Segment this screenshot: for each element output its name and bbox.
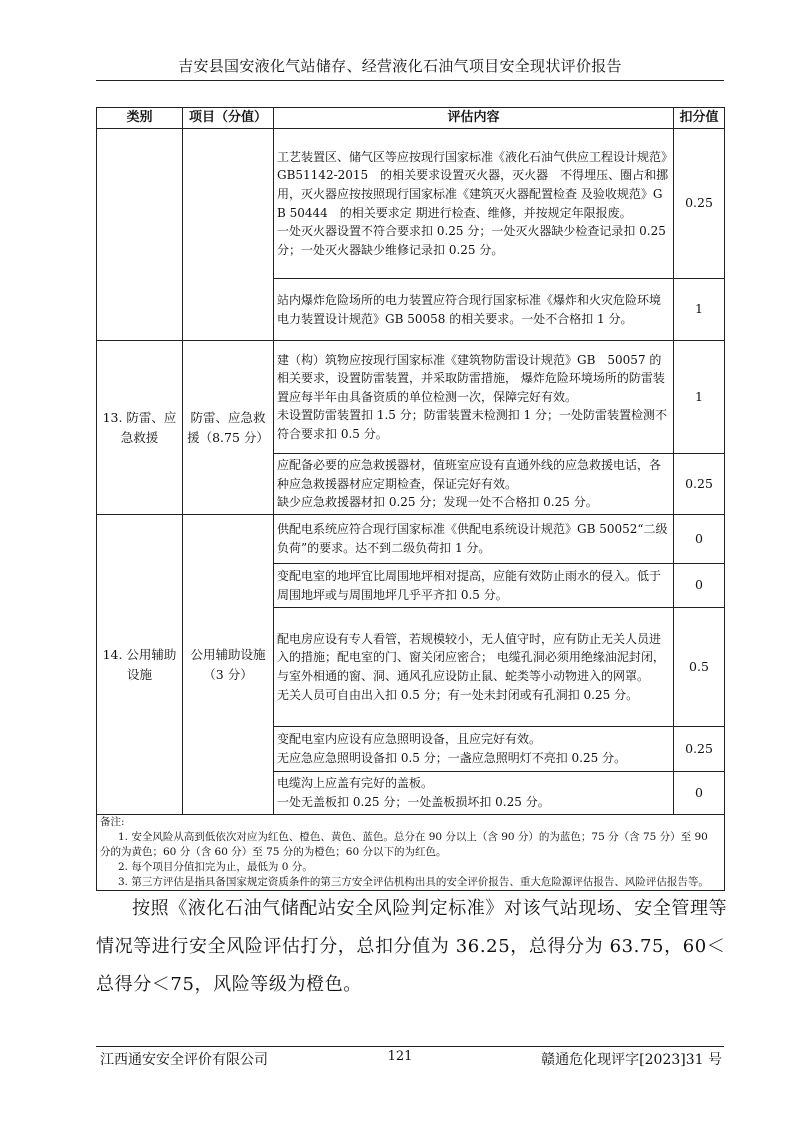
content-cell bbox=[274, 772, 674, 815]
notes-label: 备注: bbox=[100, 816, 125, 828]
table-row bbox=[97, 515, 725, 564]
content-text: 站内爆炸危险场所的电力装置应符合现行国家标准《爆炸和火灾危险环境电力装置设计规范》GB 50058 的相关要求。一处不合格扣 1 分。 bbox=[277, 292, 662, 326]
content-text: 变配电室的地坪宜比周围地坪相对提高，应能有效防止雨水的侵入。低于周围地坪或与周围地坪几乎平齐扣 0.5 分。 bbox=[277, 568, 662, 602]
header-divider bbox=[96, 80, 724, 81]
score-cell: 1 bbox=[674, 279, 725, 341]
content-cell bbox=[274, 564, 674, 608]
table-row bbox=[97, 341, 725, 454]
content-text: 未设置防雷装置扣 1.5 分；防雷装置未检测扣 1 分；一处防雷装置检测不符合要求扣 0.5 分。 bbox=[277, 408, 667, 441]
table-header-row bbox=[97, 108, 725, 129]
summary-paragraph: 按照《液化石油气储配站安全风险判定标准》对该气站现场、安全管理等情况等进行安全风险评估打分，总扣分值为 36.25，总得分为 63.75，60＜总得分＜75，风险等级为橙色。 bbox=[96, 898, 728, 995]
content-cell bbox=[274, 727, 674, 772]
note-item: 3. 第三方评估是指具备国家规定资质条件的第三方安全评估机构出具的安全评价报告、重大危险源评估报告、风险评估报告等。 bbox=[118, 876, 709, 888]
content-text: 建（构）筑物应按现行国家标准《建筑物防雷设计规范》GB 50057 的相关要求，设置防雷装置，并采取防雷措施， 爆炸危险环境场所的防雷装置应每半年由具备资质的单位检测一次，保障完好有效。 bbox=[277, 352, 665, 404]
footer-divider bbox=[96, 1046, 724, 1047]
content-text: 缺少应急救援器材扣 0.25 分；发现一处不合格扣 0.25 分。 bbox=[277, 495, 598, 510]
page-header-title: 吉安县国安液化气站储存、经营液化石油气项目安全现状评价报告 bbox=[178, 57, 622, 75]
footer-company: 江西通安安全评价有限公司 bbox=[100, 1052, 268, 1068]
content-text: 无应急应急照明设备扣 0.5 分；一盏应急照明灯不亮扣 0.25 分。 bbox=[277, 751, 627, 765]
category-cell: 13. 防雷、应急救援 bbox=[97, 341, 183, 515]
item-cell bbox=[183, 129, 274, 341]
score-cell: 0.5 bbox=[674, 608, 725, 727]
score-cell: 0 bbox=[674, 564, 725, 608]
content-text: 工艺装置区、储气区等应按现行国家标准《液化石油气供应工程设计规范》GB51142-2015 的相关要求设置灭火器，灭火器 不得埋压、圈占和挪用，灭火器应按按照现行国家标准《建筑灭火器配置检查 及验收规范》GB 50444 的相关要求定 期进行检查、维修，并按规定年限报废。 bbox=[277, 149, 669, 220]
content-text: 一处无盖板扣 0.25 分；一处盖板损坏扣 0.25 分。 bbox=[277, 795, 550, 809]
column-header: 评估内容 bbox=[274, 108, 674, 129]
content-text: 无关人员可自由出入扣 0.5 分；有一处未封闭或有孔洞扣 0.25 分。 bbox=[277, 687, 639, 702]
column-header: 项目（分值） bbox=[183, 108, 274, 129]
content-cell bbox=[274, 341, 674, 454]
evaluation-table bbox=[96, 107, 725, 891]
table-row bbox=[97, 129, 725, 279]
score-cell: 0 bbox=[674, 772, 725, 815]
page-number: 121 bbox=[387, 1049, 413, 1064]
content-text: 电缆沟上应盖有完好的盖板。 bbox=[277, 776, 434, 791]
category-cell bbox=[97, 129, 183, 341]
score-cell: 0.25 bbox=[674, 454, 725, 515]
content-text: 供配电系统应符合现行国家标准《供配电系统设计规范》GB 50052“二级负荷”的要求。达不到二级负荷扣 1 分。 bbox=[277, 522, 668, 555]
content-text: 配电房应设有专人看管，若规模较小，无人值守时，应有防止无关人员进入的措施；配电室的门、窗关闭应密合； 电缆孔洞必须用绝缘油泥封闭，与室外相通的窗、洞、通风孔应设防止鼠、蛇类等小动物进入的网罩。 bbox=[277, 631, 665, 683]
score-cell: 0 bbox=[674, 515, 725, 564]
item-cell: 防雷、应急救援（8.75 分） bbox=[183, 341, 274, 515]
content-cell bbox=[274, 279, 674, 341]
column-header: 扣分值 bbox=[674, 108, 725, 129]
note-item: 2. 每个项目分值扣完为止，最低为 0 分。 bbox=[118, 861, 313, 873]
note-item: 1. 安全风险从高到低依次对应为红色、橙色、黄色、蓝色。总分在 90 分以上（含 90 分）的为蓝色；75 分（含 75 分）至 90 分的为黄色；60 分（含 60 分）至 75 分的为橙色；60 分以下的为红色。 bbox=[100, 831, 708, 858]
content-text: 变配电室内应设有应急照明设备，且应完好有效。 bbox=[277, 732, 542, 747]
score-cell: 1 bbox=[674, 341, 725, 454]
category-cell: 14. 公用辅助设施 bbox=[97, 515, 183, 815]
score-cell: 0.25 bbox=[674, 129, 725, 279]
item-cell: 公用辅助设施（3 分） bbox=[183, 515, 274, 815]
footer-doc-number: 赣通危化现评字[2023]31 号 bbox=[541, 1052, 722, 1068]
content-cell bbox=[274, 608, 674, 727]
column-header: 类别 bbox=[97, 108, 183, 129]
content-cell bbox=[274, 454, 674, 515]
content-text: 应配备必要的应急救援器材，值班室应设有直通外线的应急救援电话，各种应急救援器材应定期检查，保证完好有效。 bbox=[277, 458, 662, 491]
content-text: 一处灭火器设置不符合要求扣 0.25 分；一处灭火器缺少检查记录扣 0.25 分；一处灭火器缺少维修记录扣 0.25 分。 bbox=[277, 224, 666, 257]
notes-row bbox=[97, 815, 725, 891]
content-cell bbox=[274, 129, 674, 279]
notes-cell bbox=[97, 815, 725, 891]
content-cell bbox=[274, 515, 674, 564]
score-cell: 0.25 bbox=[674, 727, 725, 772]
